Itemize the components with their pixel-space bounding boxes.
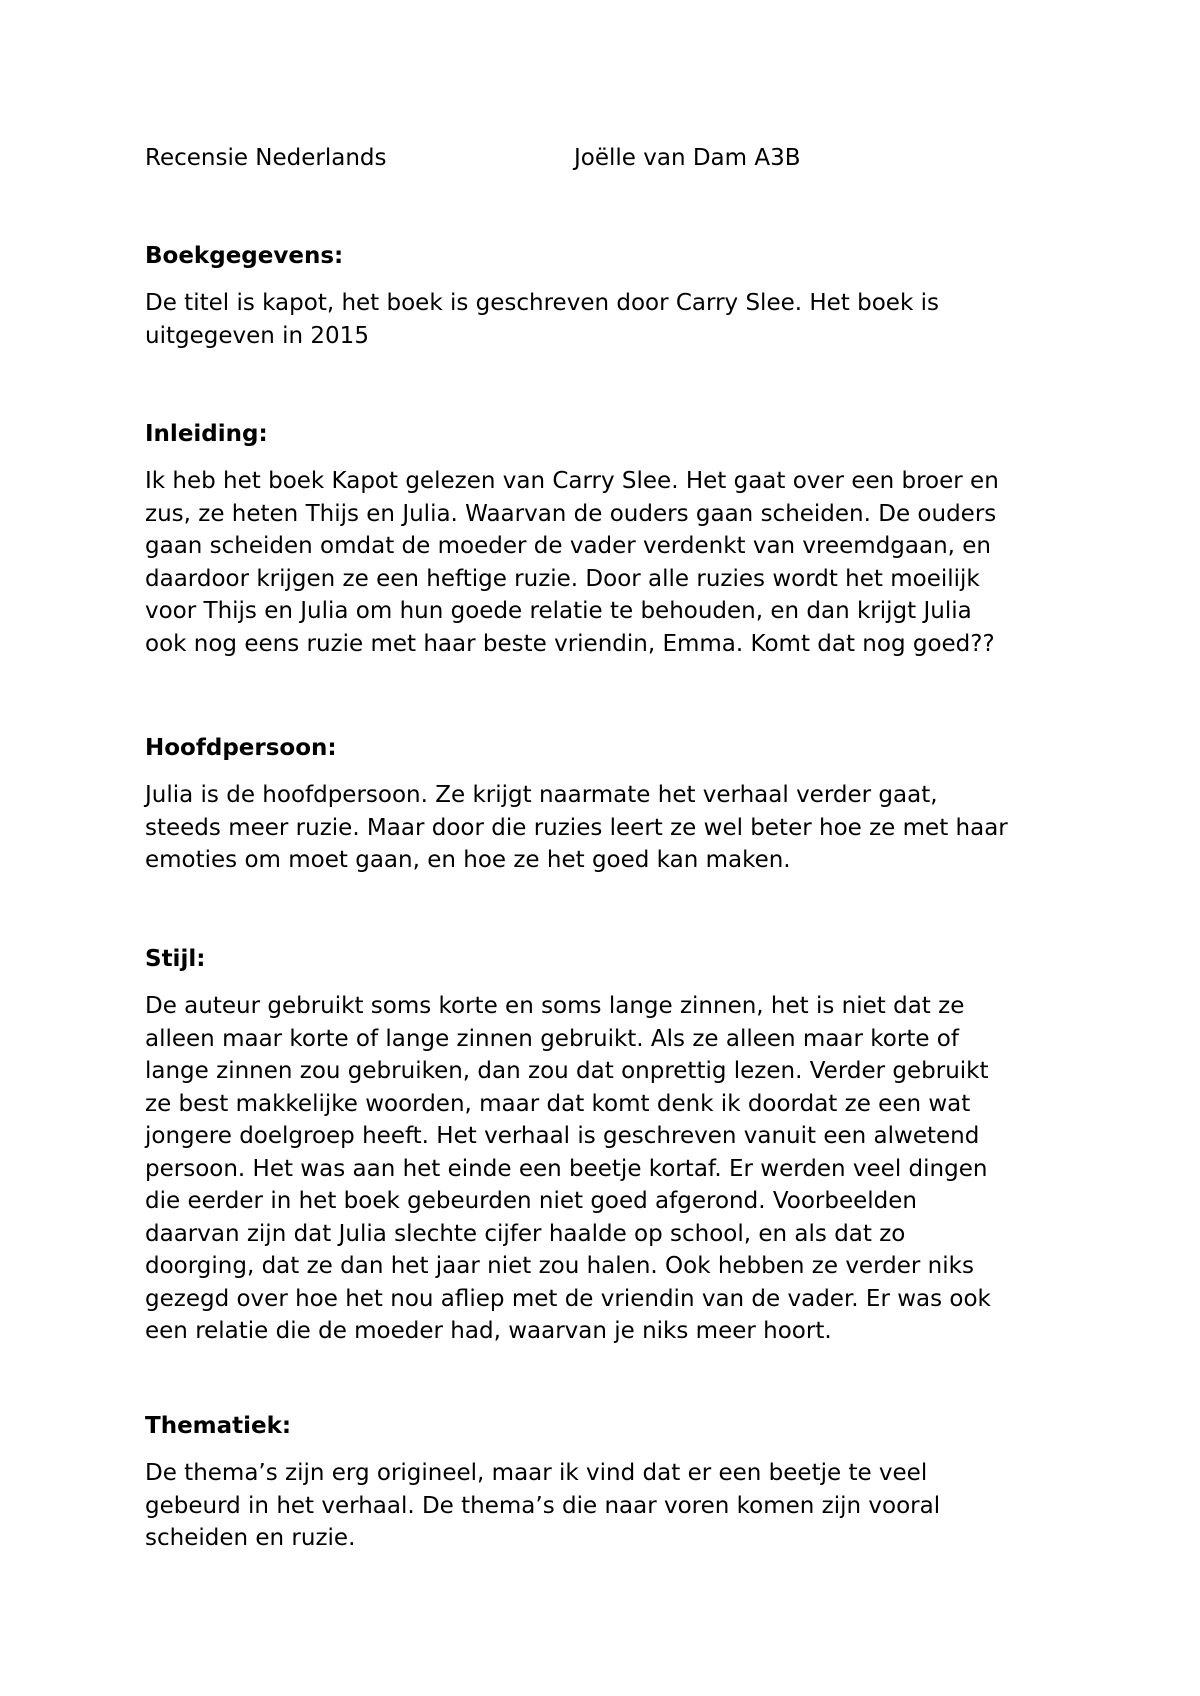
- section-heading-hoofdpersoon: Hoofdpersoon:: [145, 735, 337, 761]
- text-line: Ik heb het boek Kapot gelezen van Carry Slee. Het gaat over een broer en: [145, 468, 999, 494]
- text-line: die eerder in het boek gebeurden niet goed afgerond. Voorbeelden: [145, 1188, 917, 1214]
- text-line: jongere doelgroep heeft. Het verhaal is geschreven vanuit een alwetend: [145, 1123, 980, 1149]
- text-line: een relatie die de moeder had, waarvan je niks meer hoort.: [145, 1318, 832, 1344]
- section-text-boekgegevens: [145, 287, 1075, 352]
- section-text-hoofdpersoon: [145, 779, 1075, 877]
- document-title: Recensie Nederlands: [145, 145, 387, 171]
- text-line: alleen maar korte of lange zinnen gebruikt. Als ze alleen maar korte of: [145, 1025, 959, 1052]
- section-heading-thematiek: Thematiek:: [145, 1413, 292, 1439]
- section-heading-stijl: Stijl:: [145, 946, 206, 972]
- text-line: De thema’s zijn erg origineel, maar ik vind dat er een beetje te veel: [145, 1460, 928, 1486]
- text-line: zus, ze heten Thijs en Julia. Waarvan de ouders gaan scheiden. De ouders: [145, 500, 997, 527]
- section-heading-inleiding: Inleiding:: [145, 421, 268, 447]
- section-text-stijl: [145, 990, 1075, 1348]
- text-line: uitgegeven in 2015: [145, 322, 369, 349]
- section-heading-boekgegevens: Boekgegevens:: [145, 243, 344, 269]
- text-line: ze best makkelijke woorden, maar dat komt denk ik doordat ze een wat: [145, 1090, 971, 1117]
- section-text-thematiek: [145, 1457, 1075, 1555]
- text-line: gaan scheiden omdat de moeder de vader verdenkt van vreemdgaan, en: [145, 533, 992, 559]
- text-line: De auteur gebruikt soms korte en soms lange zinnen, het is niet dat ze: [145, 993, 965, 1019]
- text-line: Julia is de hoofdpersoon. Ze krijgt naarmate het verhaal verder gaat,: [145, 782, 938, 808]
- text-line: voor Thijs en Julia om hun goede relatie te behouden, en dan krijgt Julia: [145, 598, 972, 624]
- text-line: persoon. Het was aan het einde een beetje kortaf. Er werden veel dingen: [145, 1155, 988, 1182]
- author-name: Joëlle van Dam A3B: [574, 145, 801, 171]
- text-line: lange zinnen zou gebruiken, dan zou dat onprettig lezen. Verder gebruikt: [145, 1058, 989, 1084]
- text-line: doorging, dat ze dan het jaar niet zou halen. Ook hebben ze verder niks: [145, 1253, 974, 1279]
- text-line: daardoor krijgen ze een heftige ruzie. Door alle ruzies wordt het moeilijk: [145, 565, 980, 592]
- text-line: scheiden en ruzie.: [145, 1525, 356, 1551]
- section-text-inleiding: [145, 465, 1075, 660]
- text-line: steeds meer ruzie. Maar door die ruzies leert ze wel beter hoe ze met haar: [145, 814, 1008, 841]
- text-line: emoties om moet gaan, en hoe ze het goed kan maken.: [145, 847, 791, 873]
- text-line: daarvan zijn dat Julia slechte cijfer haalde op school, en als dat zo: [145, 1220, 906, 1247]
- text-line: De titel is kapot, het boek is geschreven door Carry Slee. Het boek is: [145, 290, 939, 316]
- text-line: gezegd over hoe het nou afliep met de vriendin van de vader. Er was ook: [145, 1285, 991, 1312]
- text-line: gebeurd in het verhaal. De thema’s die naar voren komen zijn vooral: [145, 1492, 941, 1519]
- text-line: ook nog eens ruzie met haar beste vriendin, Emma. Komt dat nog goed??: [145, 630, 995, 657]
